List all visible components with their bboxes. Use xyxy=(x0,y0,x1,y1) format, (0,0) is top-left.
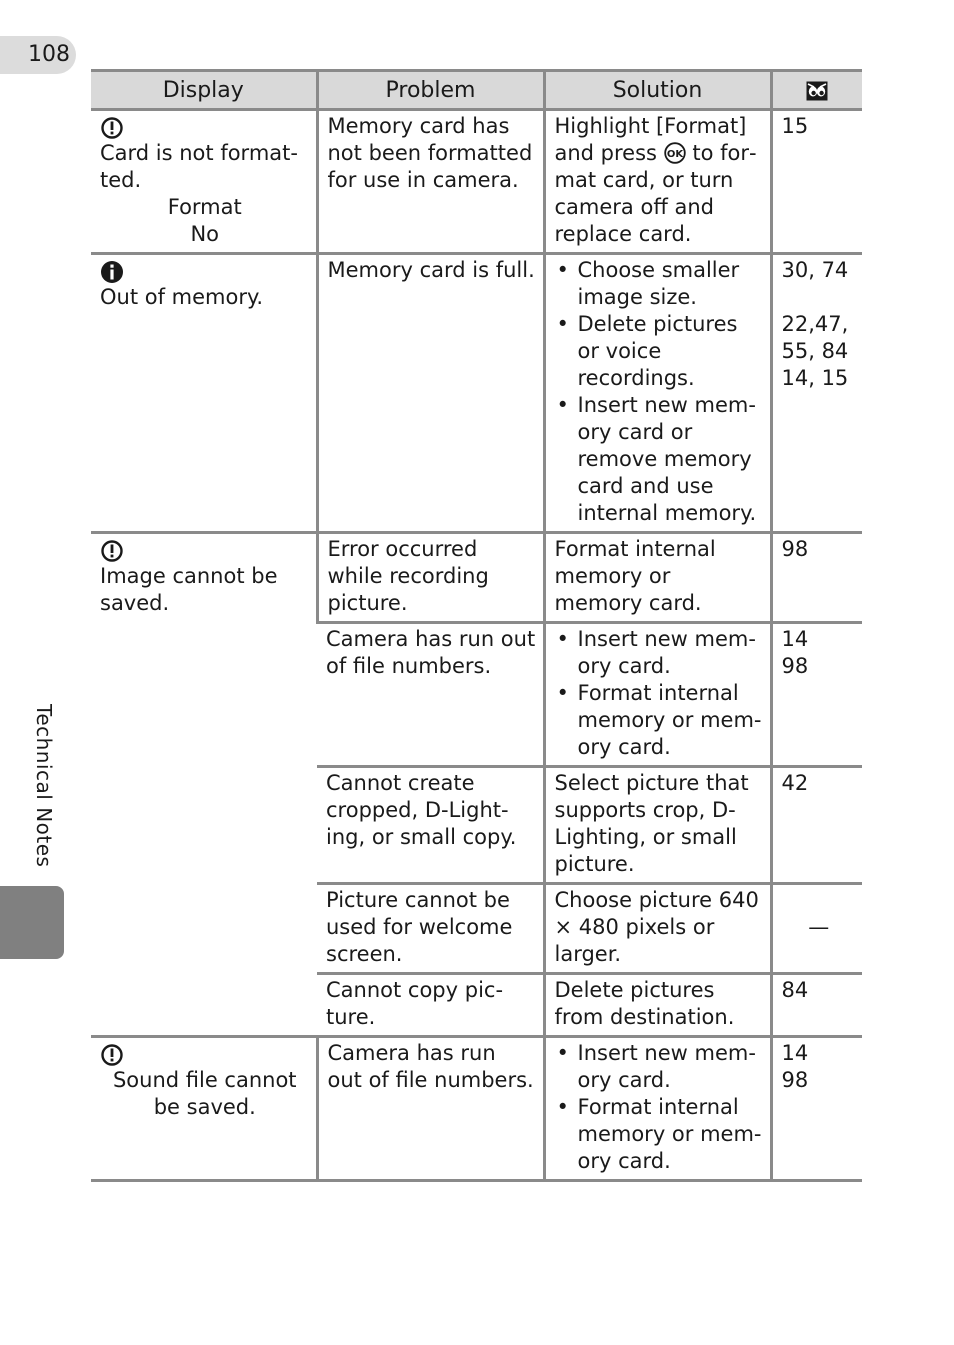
solution-cell: Choose picture 640 × 480 pixels or larger. xyxy=(544,884,771,974)
problem-cell: Error occurred while recording picture. xyxy=(317,533,544,623)
page-ref-cell: — xyxy=(771,884,862,974)
solution-text: Highlight [Format] and press xyxy=(554,114,747,165)
page-ref: 98 xyxy=(781,654,809,678)
solution-bullet: • Choose smaller image size. xyxy=(555,257,764,311)
solution-cell: Delete pictures from destination. xyxy=(544,974,771,1037)
header-problem: Problem xyxy=(317,71,544,110)
table-row xyxy=(91,254,862,533)
solution-cell: Select picture that supports crop, D-Lighting, or small picture. xyxy=(544,767,771,884)
solution-bullet: • Insert new mem-ory card or remove memory card and use internal memory. xyxy=(555,392,764,527)
solution-cell xyxy=(544,254,771,533)
page-ref: 14 xyxy=(781,1041,809,1065)
display-cell xyxy=(91,1037,317,1181)
problem-cell: Cannot copy pic-ture. xyxy=(317,974,544,1037)
table-row xyxy=(91,533,862,623)
display-cell xyxy=(91,533,317,1037)
solution-bullet: • Insert new mem-ory card. xyxy=(555,626,764,680)
page-ref-cell xyxy=(771,1037,862,1181)
display-text: ted. xyxy=(100,168,142,192)
display-text: Card is not format- xyxy=(100,141,298,165)
display-text: Image cannot be saved. xyxy=(100,564,278,615)
table-row xyxy=(91,1037,862,1181)
warning-icon xyxy=(100,116,124,140)
solution-cell xyxy=(544,110,771,254)
display-text: Sound file cannot be saved. xyxy=(112,1068,297,1119)
solution-bullet: • Format internal memory or mem-ory card. xyxy=(555,680,764,761)
solution-cell xyxy=(544,1037,771,1181)
problem-cell: Camera has run out of file numbers. xyxy=(317,1037,544,1181)
display-cell xyxy=(91,110,317,254)
info-icon xyxy=(100,260,124,284)
solution-bullet: • Format internal memory or mem-ory card. xyxy=(555,1094,764,1175)
svg-text:OK: OK xyxy=(666,149,683,160)
table-header-row xyxy=(91,71,862,110)
page-ref-cell xyxy=(771,623,862,767)
solution-text: to format card, or turn camera off and replace card. xyxy=(554,141,757,246)
page-ref: 14, 15 xyxy=(781,366,849,390)
page-ref: 14 xyxy=(781,627,809,651)
troubleshooting-table xyxy=(91,69,862,1182)
section-thumb-tab xyxy=(0,886,64,959)
solution-bullet: • Delete pictures or voice recordings. xyxy=(555,311,764,392)
display-option-no: No xyxy=(190,222,220,246)
problem-cell: Cannot create cropped, D-Light-ing, or small copy. xyxy=(317,767,544,884)
ok-button-icon xyxy=(664,142,686,164)
page-ref: 30, 74 xyxy=(781,258,849,282)
display-option-format: Format xyxy=(167,195,242,219)
problem-cell: Picture cannot be used for welcome screen. xyxy=(317,884,544,974)
problem-cell: Memory card is full. xyxy=(317,254,544,533)
warning-icon xyxy=(100,539,124,563)
header-reference xyxy=(771,71,862,110)
problem-cell: Camera has run out of file numbers. xyxy=(317,623,544,767)
header-display: Display xyxy=(91,71,317,110)
solution-bullet: • Insert new mem-ory card. xyxy=(555,1040,764,1094)
page-ref-cell: 15 xyxy=(771,110,862,254)
section-label: Technical Notes xyxy=(32,704,56,868)
page-ref-cell xyxy=(771,254,862,533)
page-ref: 98 xyxy=(781,1068,809,1092)
solution-cell xyxy=(544,623,771,767)
reference-page-icon xyxy=(806,81,828,101)
page-ref-cell: 84 xyxy=(771,974,862,1037)
page-ref: 55, 84 xyxy=(781,339,849,363)
display-cell xyxy=(91,254,317,533)
display-text: Out of memory. xyxy=(100,285,264,309)
page-ref-cell: 42 xyxy=(771,767,862,884)
page-ref-cell: 98 xyxy=(771,533,862,623)
page-ref: 22,47, xyxy=(781,312,849,336)
page-number: 108 xyxy=(0,36,76,74)
warning-icon xyxy=(100,1043,124,1067)
header-solution: Solution xyxy=(544,71,771,110)
solution-cell: Format internal memory or memory card. xyxy=(544,533,771,623)
problem-cell: Memory card has not been formatted for use in camera. xyxy=(317,110,544,254)
table-row xyxy=(91,110,862,254)
